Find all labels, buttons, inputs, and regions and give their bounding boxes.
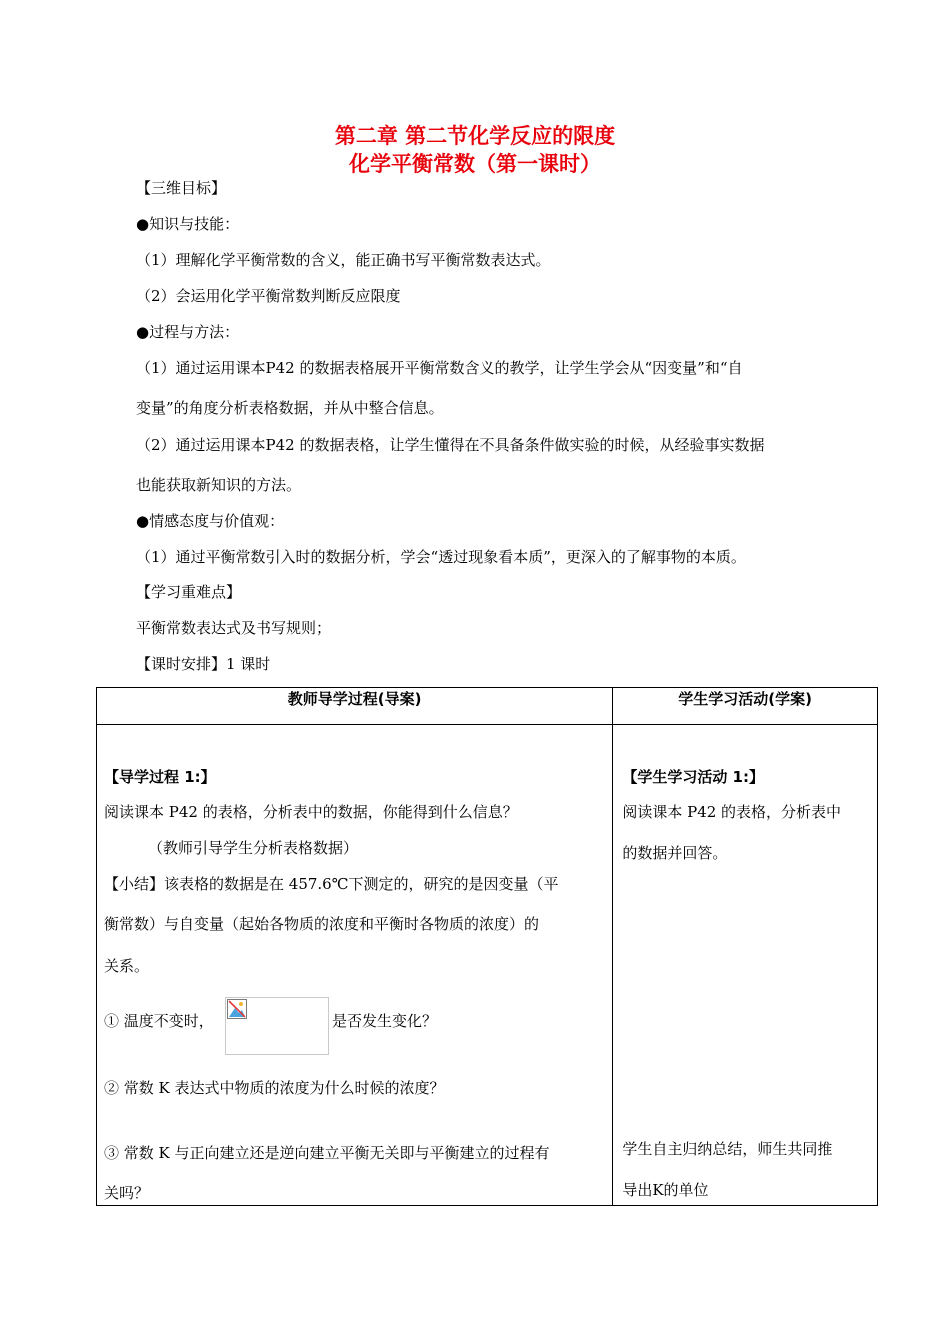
table-header-row (97, 688, 878, 725)
emotion-item-1: （1）通过平衡常数引入时的数据分析，学会“透过现象看本质”，更深入的了解事物的本质。 (136, 548, 746, 566)
process-heading: ●过程与方法： (136, 323, 240, 341)
student-para-1-line-2: 的数据并回答。 (622, 844, 728, 862)
process-item-2-line-1: （2）通过运用课本P42 的数据表格，让学生懂得在不具备条件做实验的时候，从经验事实数据 (136, 436, 765, 454)
schedule-text: 【课时安排】1 课时 (136, 655, 271, 673)
lesson-plan-table (96, 687, 878, 1206)
student-para-2-line-2: 导出K的单位 (622, 1181, 709, 1199)
title-line-1: 第二章 第二节化学反应的限度 (334, 124, 616, 148)
question-3-line-2: 关吗？ (104, 1184, 150, 1202)
emotion-heading: ●情感态度与价值观： (136, 512, 285, 530)
key-points-text: 平衡常数表达式及书写规则； (136, 619, 332, 637)
process-item-1-line-1: （1）通过运用课本P42 的数据表格展开平衡常数含义的教学，让学生学会从“因变量”和“自 (136, 359, 743, 377)
summary-line-1: 【小结】该表格的数据是在 457.6℃下测定的，研究的是因变量（平 (104, 875, 559, 893)
process-item-1-line-2: 变量”的角度分析表格数据，并从中整合信息。 (136, 399, 444, 417)
process-item-2-line-2: 也能获取新知识的方法。 (136, 476, 302, 494)
knowledge-heading: ●知识与技能： (136, 215, 240, 233)
student-para-1-line-1: 阅读课本 P42 的表格，分析表中 (622, 803, 842, 821)
teacher-activity-heading: 【导学过程 1:】 (104, 768, 216, 786)
teacher-column-header: 教师导学过程(导案) (97, 688, 613, 725)
key-points-heading: 【学习重难点】 (136, 583, 242, 601)
student-column-header: 学生学习活动(学案) (613, 688, 878, 725)
teacher-para-2: （教师引导学生分析表格数据） (148, 839, 359, 857)
knowledge-item-2: （2）会运用化学平衡常数判断反应限度 (136, 287, 401, 305)
title-line-2: 化学平衡常数（第一课时） (349, 152, 601, 176)
question-2: ② 常数 K 表达式中物质的浓度为什么时候的浓度？ (104, 1079, 445, 1097)
question-3-line-1: ③ 常数 K 与正向建立还是逆向建立平衡无关即与平衡建立的过程有 (104, 1144, 550, 1162)
student-cell (613, 725, 878, 1206)
knowledge-item-1: （1）理解化学平衡常数的含义，能正确书写平衡常数表达式。 (136, 251, 551, 269)
teacher-cell (97, 725, 613, 1206)
teacher-para-1: 阅读课本 P42 的表格，分析表中的数据，你能得到什么信息？ (104, 803, 518, 821)
goals-heading: 【三维目标】 (136, 179, 227, 197)
student-activity-heading: 【学生学习活动 1:】 (622, 768, 764, 786)
student-para-2-line-1: 学生自主归纳总结，师生共同推 (622, 1140, 833, 1158)
table-row (97, 725, 878, 1206)
formula-image-placeholder (225, 997, 329, 1055)
question-1-before: ① 温度不变时， (104, 1012, 214, 1030)
question-1-after: 是否发生变化？ (332, 1012, 438, 1030)
summary-line-3: 关系。 (104, 957, 150, 975)
broken-image-icon (227, 999, 247, 1019)
summary-line-2: 衡常数）与自变量（起始各物质的浓度和平衡时各物质的浓度）的 (104, 915, 540, 933)
